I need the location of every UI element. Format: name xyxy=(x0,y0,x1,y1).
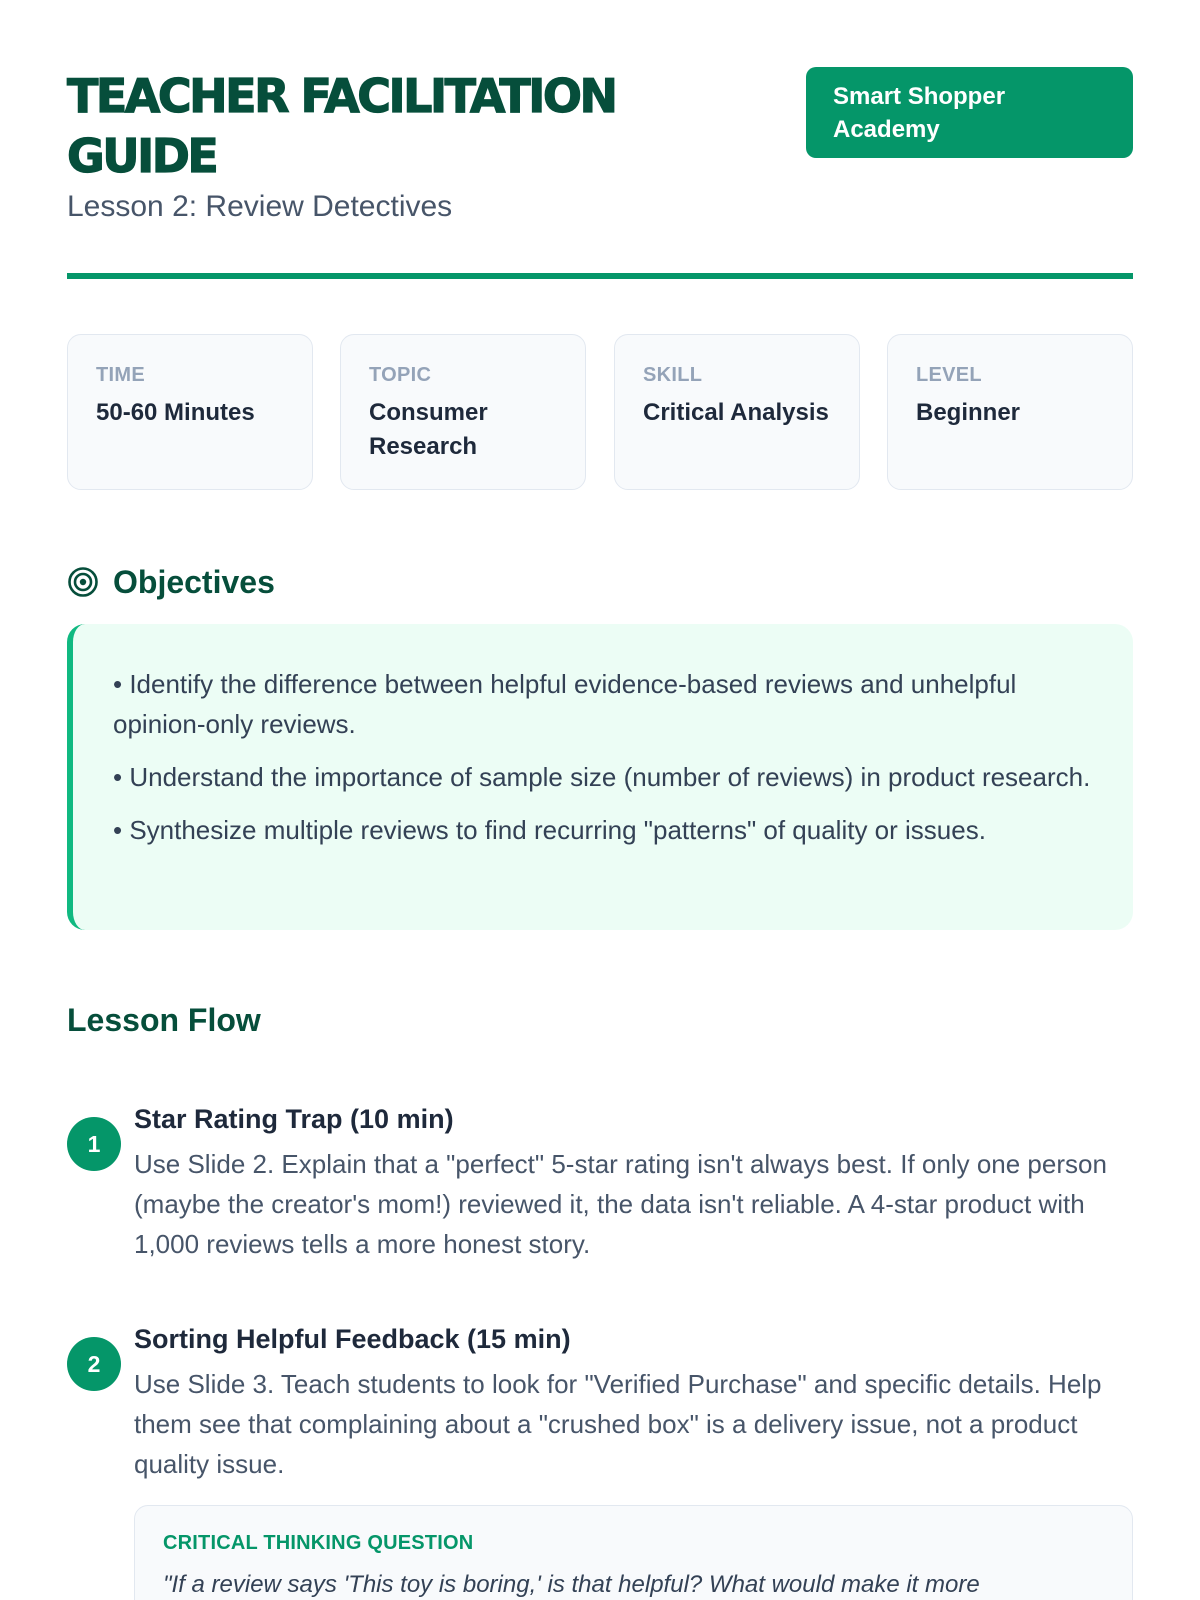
objective-item: • Identify the difference between helpful evidence-based reviews and unhelpful opinion-only reviews. xyxy=(113,669,1017,739)
objectives-title: Objectives xyxy=(113,563,275,600)
card-label: TOPIC xyxy=(369,364,432,386)
callout-label: CRITICAL THINKING QUESTION xyxy=(163,1532,474,1554)
step-number-badge: 1 xyxy=(67,1117,121,1171)
step-description: Use Slide 3. Teach students to look for "Verified Purchase" and specific details. Help them see that complaining about a "crushed box" is a delivery issue, not a product quality issue. xyxy=(134,1369,1102,1479)
card-label: SKILL xyxy=(643,364,703,386)
objective-item: • Synthesize multiple reviews to find recurring "patterns" of quality or issues. xyxy=(113,815,986,845)
lesson-flow-title: Lesson Flow xyxy=(67,1002,261,1038)
brand-badge: Smart Shopper Academy xyxy=(806,67,1133,158)
objectives-list xyxy=(67,624,1133,930)
info-cards xyxy=(67,334,1133,490)
lesson-subtitle: Lesson 2: Review Detectives xyxy=(67,190,453,223)
step-number-badge: 2 xyxy=(67,1337,121,1391)
callout-question: "If a review says 'This toy is boring,' is that helpful? What would make it more xyxy=(163,1571,980,1598)
info-card-time xyxy=(67,334,313,490)
page-title: TEACHER FACILITATION GUIDE xyxy=(67,69,616,183)
card-label: LEVEL xyxy=(916,364,982,386)
objective-item: • Understand the importance of sample size (number of reviews) in product research. xyxy=(113,762,1091,792)
card-value: 50-60 Minutes xyxy=(96,399,255,426)
info-card-skill xyxy=(614,334,860,490)
step-title: Sorting Helpful Feedback (15 min) xyxy=(134,1324,571,1354)
header-divider xyxy=(67,273,1133,279)
card-label: TIME xyxy=(96,364,145,386)
info-card-level xyxy=(887,334,1133,490)
objectives-header xyxy=(67,560,275,604)
step-title: Star Rating Trap (10 min) xyxy=(134,1104,454,1134)
info-card-topic xyxy=(340,334,586,490)
target-icon xyxy=(67,566,99,598)
card-value: Consumer Research xyxy=(369,399,488,460)
critical-thinking-callout xyxy=(134,1505,1133,1600)
step-description: Use Slide 2. Explain that a "perfect" 5-star rating isn't always best. If only one person (maybe the creator's mom!) reviewed it, the data isn't reliable. A 4-star product with 1,000 reviews tells a more honest story. xyxy=(134,1149,1107,1259)
card-value: Critical Analysis xyxy=(643,399,829,426)
card-value: Beginner xyxy=(916,399,1021,426)
